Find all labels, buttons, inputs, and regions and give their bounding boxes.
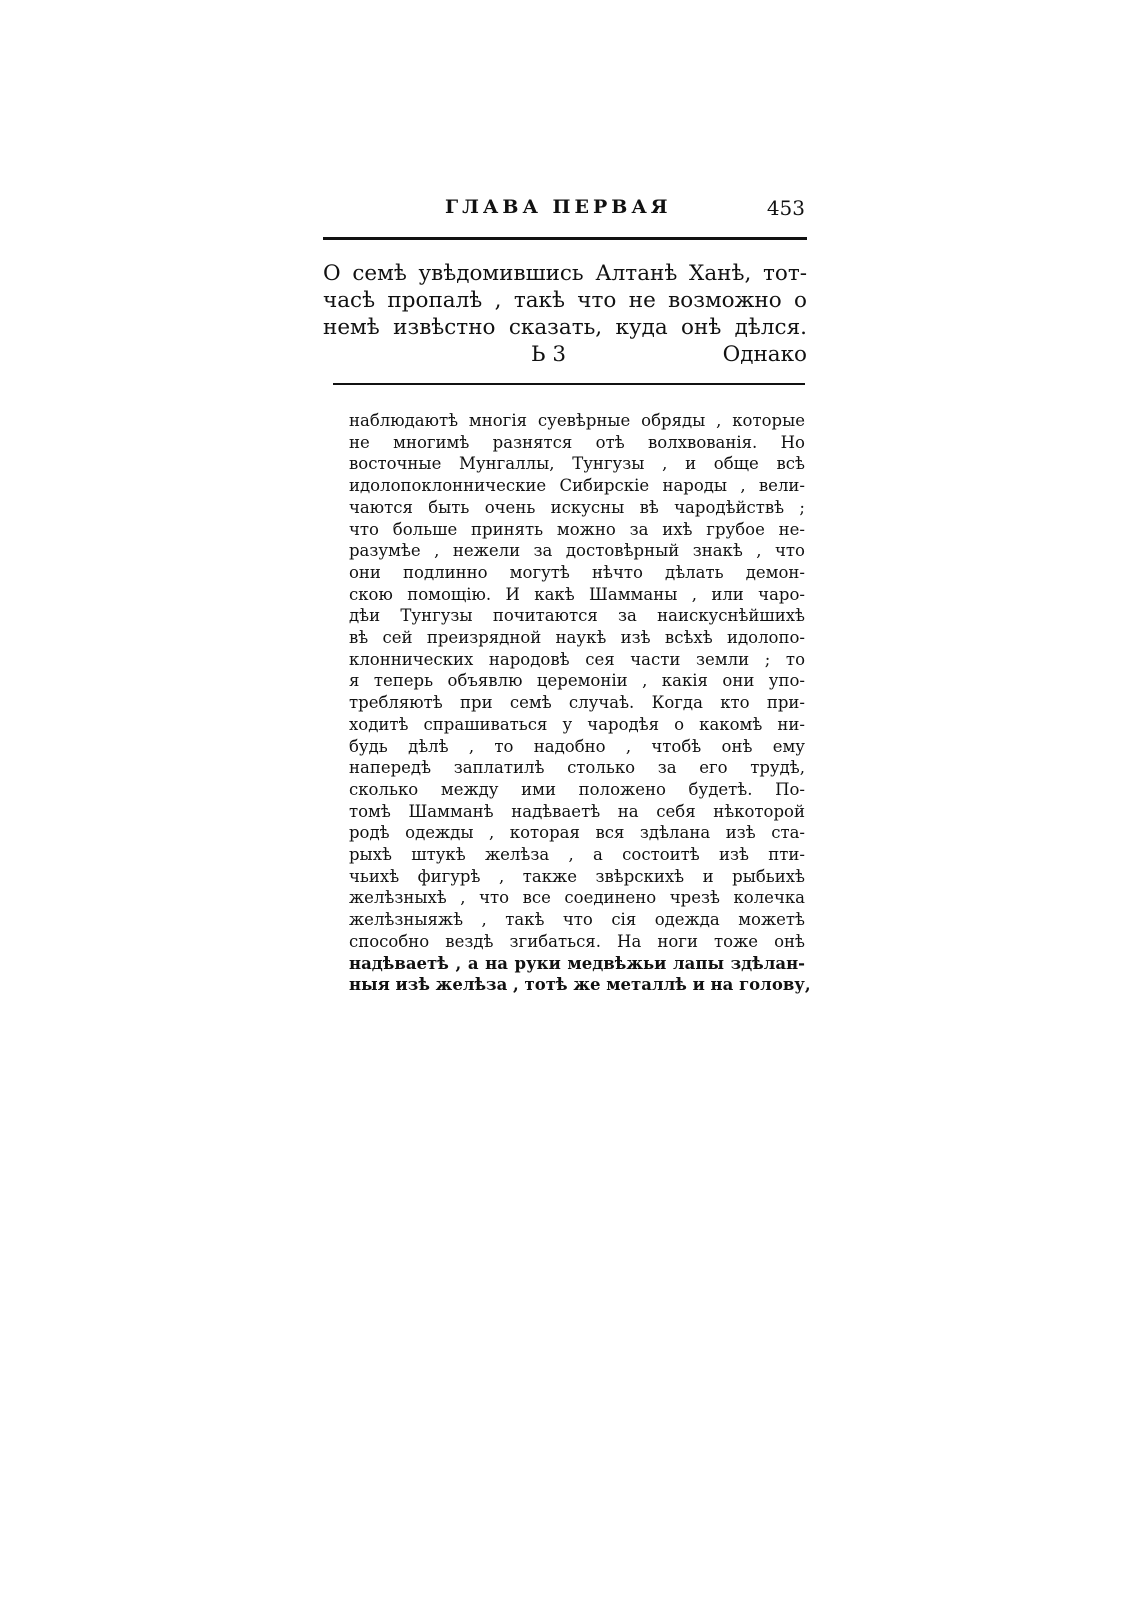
body-text-line: будь дѣлѣ , то надобно , чтобѣ онѣ ему xyxy=(349,736,805,756)
upper-text-block xyxy=(323,260,807,368)
body-text-line: что больше принять можно за ихѣ грубое не- xyxy=(349,519,805,539)
body-text-line: требляютѣ при семѣ случаѣ. Когда кто при- xyxy=(349,693,805,713)
body-text-line: чаются быть очень искусны вѣ чародѣйствѣ ; xyxy=(349,497,805,517)
page-number: 453 xyxy=(766,196,805,220)
upper-text-line: часѣ пропалѣ , такѣ что не возможно о xyxy=(323,288,807,313)
upper-text-line: немѣ извѣстно сказать, куда онѣ дѣлся. xyxy=(323,315,807,340)
body-text-line: дѣи Тунгузы почитаются за наискуснѣйшихѣ xyxy=(349,606,805,626)
signature-row xyxy=(323,341,807,368)
body-text-line: чьихѣ фигурѣ , также звѣрскихѣ и рыбьихѣ xyxy=(349,866,805,886)
upper-text-line: О семѣ увѣдомившись Алтанѣ Ханѣ, тот- xyxy=(323,261,807,286)
body-text-line: напередѣ заплатилѣ столько за его трудѣ, xyxy=(349,758,805,778)
body-text-line: не многимѣ разнятся отѣ волхвованія. Но xyxy=(349,432,805,452)
body-text-line: родѣ одежды , которая вся здѣлана изѣ ста- xyxy=(349,823,805,843)
body-text-line: желѣзныхѣ , что все соединено чрезѣ колечка xyxy=(349,888,805,908)
lower-text-block xyxy=(349,410,811,996)
body-text-line: желѣзныяжѣ , такѣ что сія одежда можетѣ xyxy=(349,910,805,930)
body-text-line: идолопоклоннические Сибирскіе народы , вели- xyxy=(349,476,805,496)
header-rule xyxy=(323,237,807,240)
body-text-line: клоннических народовѣ сея части земли ; то xyxy=(349,649,805,669)
body-text-line: разумѣе , нежели за достовѣрный знакѣ , что xyxy=(349,541,805,561)
body-text-line: ходитѣ спрашиваться у чародѣя о какомѣ ни- xyxy=(349,714,805,734)
body-text-line: сколько между ими положено будетѣ. По- xyxy=(349,779,805,799)
body-text-line: ныя изѣ желѣза , тотѣ же металлѣ и на голову, xyxy=(349,975,811,995)
body-text-line: они подлинно могутѣ нѣчто дѣлать демон- xyxy=(349,562,805,582)
body-text-line: надѣваетѣ , а на руки медвѣжьи лапы здѣлан- xyxy=(349,953,805,973)
running-title: ГЛАВА ПЕРВАЯ xyxy=(445,196,672,218)
body-text-line: я теперь объявлю церемоніи , какія они упо- xyxy=(349,671,805,691)
running-head xyxy=(445,196,805,222)
body-text-line: восточные Мунгаллы, Тунгузы , и обще всѣ xyxy=(349,454,805,474)
body-text-line: вѣ сей преизрядной наукѣ изѣ всѣхѣ идолопо- xyxy=(349,628,805,648)
body-text-line: скою помощію. И какѣ Шамманы , или чаро- xyxy=(349,584,805,604)
section-divider-rule xyxy=(333,383,805,385)
printer-signature: Ь 3 xyxy=(531,342,567,367)
body-text-line: наблюдаютѣ многія суевѣрные обряды , которые xyxy=(349,411,805,430)
body-text-line: способно вездѣ згибаться. На ноги тоже онѣ xyxy=(349,931,805,951)
catchword: Однако xyxy=(722,342,807,367)
body-text-line: томѣ Шамманѣ надѣваетѣ на себя нѣкоторой xyxy=(349,801,805,821)
body-text-line: рыхѣ штукѣ желѣза , а состоитѣ изѣ пти- xyxy=(349,845,805,865)
